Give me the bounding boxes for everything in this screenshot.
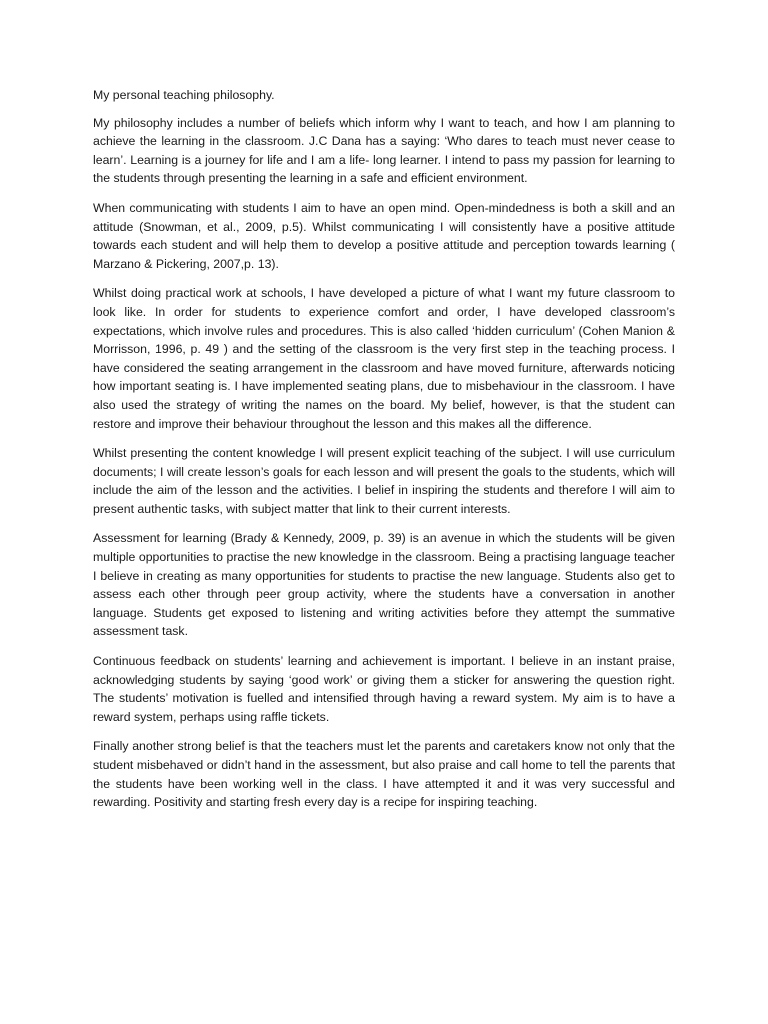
paragraph-communicating: When communicating with students I aim to have an open mind. Open-mindedness is both a skill and an attitude (Snowman, et al., 2009, p.5). Whilst communicating I will consistently have a positive attitude towards each student and will help them to develop a positive attitude and perception towards learning ( Marzano & Pickering, 2007,p. 13).	[93, 200, 675, 271]
paragraph-practical-work: Whilst doing practical work at schools, I have developed a picture of what I want my future classroom to look like. In order for students to experience comfort and order, I have developed classroom’s expectations, which involve rules and procedures. This is also called ‘hidden curriculum’ (Cohen Manion & Morrisson, 1996, p. 49 ) and the setting of the classroom is the very first step in the teaching process. I have considered the seating arrangement in the classroom and have moved furniture, afterwards noticing how important seating is. I have implemented seating plans, due to misbehaviour in the classroom. I have also used the strategy of writing the names on the board. My belief, however, is that the student can restore and improve their behaviour throughout the lesson and this makes all the difference.	[93, 286, 675, 431]
paragraph-intro: My philosophy includes a number of beliefs which inform why I want to teach, and how I am planning to achieve the learning in the classroom. J.C Dana has a saying: ‘Who dares to teach must never cease to learn’. Learning is a journey for life and I am a life- long learner. I intend to pass my passion for learning to the students through presenting the learning in a safe and efficient environment.	[93, 115, 675, 186]
paragraph-assessment: Assessment for learning (Brady & Kennedy, 2009, p. 39) is an avenue in which the students will be given multiple opportunities to practise the new knowledge in the classroom. Being a practising language teacher I believe in creating as many opportunities for students to practise the new language. Students also get to assess each other through peer group activity, where the students have a conversation in another language. Students get exposed to listening and writing activities before they attempt the summative assessment task.	[93, 531, 675, 639]
paragraph-feedback: Continuous feedback on students’ learning and achievement is important. I believe in an instant praise, acknowledging students by saying ‘good work’ or giving them a sticker for answering the question right. The students’ motivation is fuelled and intensified through having a reward system. My aim is to have a reward system, perhaps using raffle tickets.	[93, 654, 675, 724]
document-title: My personal teaching philosophy.	[93, 88, 275, 102]
paragraph-content-knowledge: Whilst presenting the content knowledge I will present explicit teaching of the subject. I will use curriculum documents; I will create lesson’s goals for each lesson and will present the goals to the students, which will include the aim of the lesson and the activities. I belief in inspiring the students and therefore I will aim to present authentic tasks, with subject matter that link to their current interests.	[93, 446, 675, 516]
paragraph-parents: Finally another strong belief is that the teachers must let the parents and caretakers know not only that the student misbehaved or didn’t hand in the assessment, but also praise and call home to tell the parents that the students have been working well in the class. I have attempted it and it was very successful and rewarding. Positivity and starting fresh every day is a recipe for inspiring teaching.	[93, 739, 675, 810]
document-page	[93, 86, 675, 823]
